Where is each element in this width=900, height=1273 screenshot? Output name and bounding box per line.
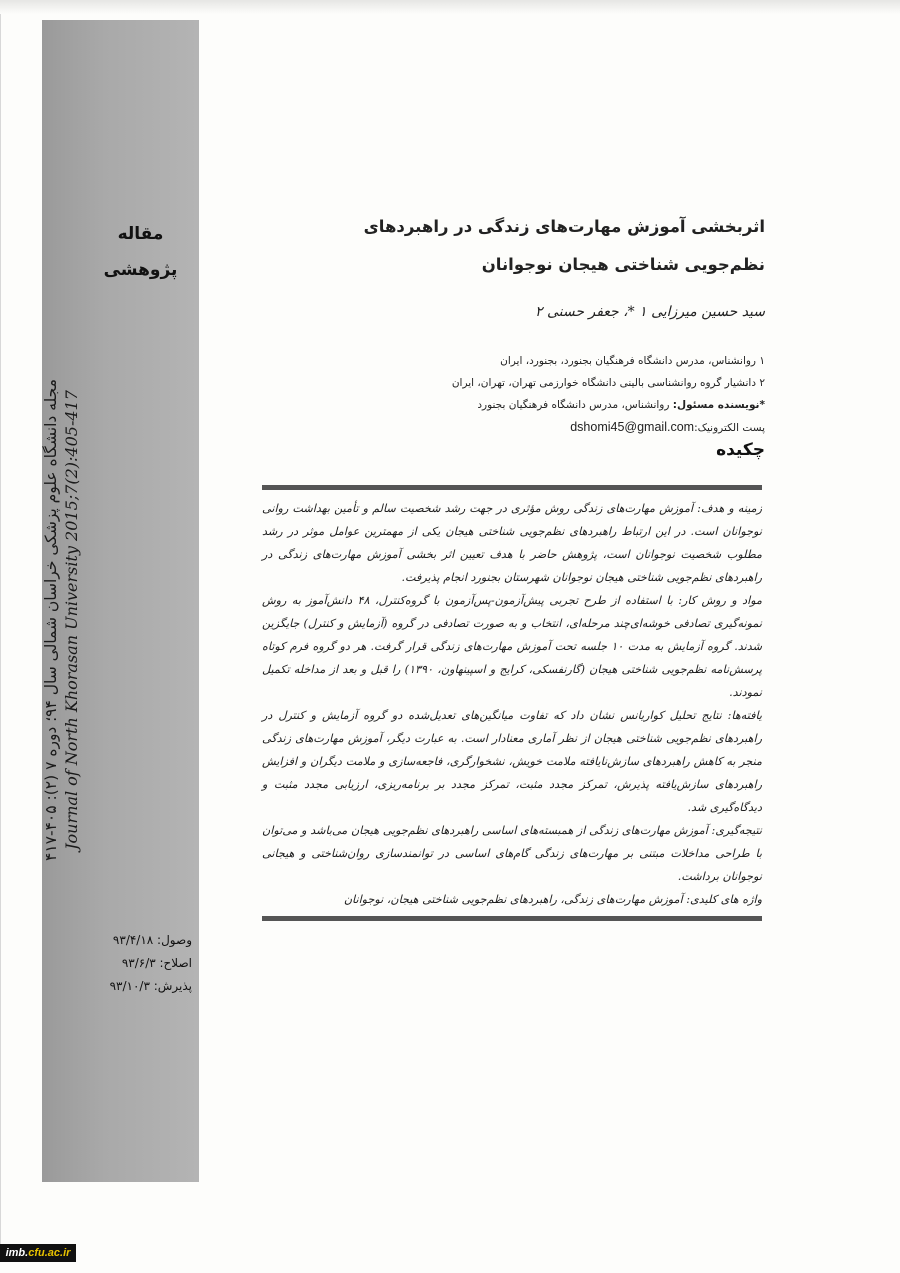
received-date: وصول: ۹۳/۴/۱۸ [112, 933, 192, 947]
corresponding-author [380, 394, 765, 416]
scan-top-shadow [0, 0, 900, 14]
abstract-keywords: واژه های کلیدی: آموزش مهارت‌های زندگی، راهبردهای نظم‌جویی شناختی هیجان، نوجوانان [343, 893, 762, 906]
article-type-label [42, 216, 199, 288]
revised-date: اصلاح: ۹۳/۶/۳ [121, 956, 192, 970]
author-affiliations [380, 350, 765, 439]
abstract-heading: چکیده [716, 440, 765, 460]
abstract-background: زمینه و هدف: آموزش مهارت‌های زندگی روش مؤثری در جهت رشد شخصیت سالم و تأمین بهداشت روانی نوجوانان است. در این ارتباط راهبردهای نظم‌جویی شناختی هیجان یکی از مهمترین عوامل موثر در رشد مطلوب شخصیت نوجوانان است، پژوهش حاضر با هدف تعیین اثر بخشی آموزش مهارت‌های زندگی در راهبردهای نظم‌جویی شناختی هیجان نوجوانان شهرستان بجنورد انجام پذیرفت. [262, 502, 762, 584]
site-watermark [0, 1244, 76, 1262]
email-line [380, 416, 765, 439]
abstract-top-rule [262, 485, 762, 490]
email-label: پست الکترونیک: [694, 422, 765, 434]
corresponding-text: روانشناس، مدرس دانشگاه فرهنگیان بجنورد [477, 399, 673, 411]
watermark-prefix: imb. [5, 1247, 29, 1259]
journal-citation-vertical [16, 350, 106, 890]
abstract-bottom-rule [262, 916, 762, 921]
abstract-methods: مواد و روش کار: با استفاده از طرح تجربی پیش‌آزمون-پس‌آزمون با گروه‌کنترل، ۴۸ دانش‌آموز به روش نمونه‌گیری تصادفی خوشه‌ای‌چند مرحله‌ای، انتخاب و به صورت تصادفی در گروه (آزمایش و کنترل) جایگزین شدند. گروه آزمایش به مدت ۱۰ جلسه تحت آموزش مهارت‌های زندگی قرار گرفت. هر دو گروه فرم کوتاه پرسش‌نامه نظم‌جویی شناختی هیجان (گارنفسکی، کرایج و اسپینهاون، ۱۳۹۰) را قبل و بعد از مداخله تکمیل نمودند. [262, 594, 762, 699]
article-type-line-1: مقاله [117, 224, 164, 244]
journal-citation-english: Journal of North Khorasan University 2015;7(2):405-417 [61, 390, 81, 850]
abstract-body [262, 497, 762, 911]
accepted-date: پذیرش: ۹۳/۱۰/۳ [109, 979, 192, 993]
journal-citation-persian: مجله دانشگاه علوم پزشکی خراسان شمالی سال ۹۴؛ دوره ۷ (۲): ۴۰۵-۴۱۷ [41, 379, 60, 861]
affiliation-1: ۱ روانشناس، مدرس دانشگاه فرهنگیان بجنورد، بجنورد، ایران [500, 355, 765, 367]
email-address[interactable]: dshomi45@gmail.com [570, 420, 695, 434]
article-authors: سید حسین میرزایی ۱ *، جعفر حسنی ۲ [535, 304, 765, 320]
abstract-results: یافته‌ها: نتایج تحلیل کواریانس نشان داد که تفاوت میانگین‌های تعدیل‌شده دو گروه آزمایش و کنترل در راهبردهای نظم‌جویی شناختی هیجان از نظر آماری معنادار است. به عبارت دیگر، آموزش مهارت‌های زندگی منجر به کاهش راهبردهای سازش‌نایافته ملامت خویش، نشخوارگری، فاجعه‌سازی و ملامت دیگران و افزایش راهبردهای سازش‌یافته پذیرش، تمرکز مجدد مثبت، تمرکز مجدد بر برنامه‌ریزی، ارزیابی مجدد مثبت و دیدگاه‌گیری شد. [262, 709, 762, 814]
article-title: اثربخشی آموزش مهارت‌های زندگی در راهبردهای نظم‌جویی شناختی هیجان نوجوانان [363, 217, 765, 274]
submission-dates [86, 929, 192, 998]
affiliation-2: ۲ دانشیار گروه روانشناسی بالینی دانشگاه خوارزمی تهران، تهران، ایران [451, 377, 765, 389]
article-type-line-2: پژوهشی [103, 260, 178, 280]
corresponding-label: *نویسنده مسئول: [672, 399, 765, 411]
watermark-domain: cfu.ac.ir [28, 1247, 71, 1259]
scan-left-edge [0, 14, 1, 1254]
abstract-conclusion: نتیجه‌گیری: آموزش مهارت‌های زندگی از همبسته‌های اساسی راهبردهای نظم‌جویی هیجان می‌باشد و می‌توان با طراحی مداخلات مبتنی بر مهارت‌های زندگی گام‌های اساسی در توانمندسازی روان‌شناختی و هیجانی نوجوانان برداشت. [262, 824, 762, 883]
